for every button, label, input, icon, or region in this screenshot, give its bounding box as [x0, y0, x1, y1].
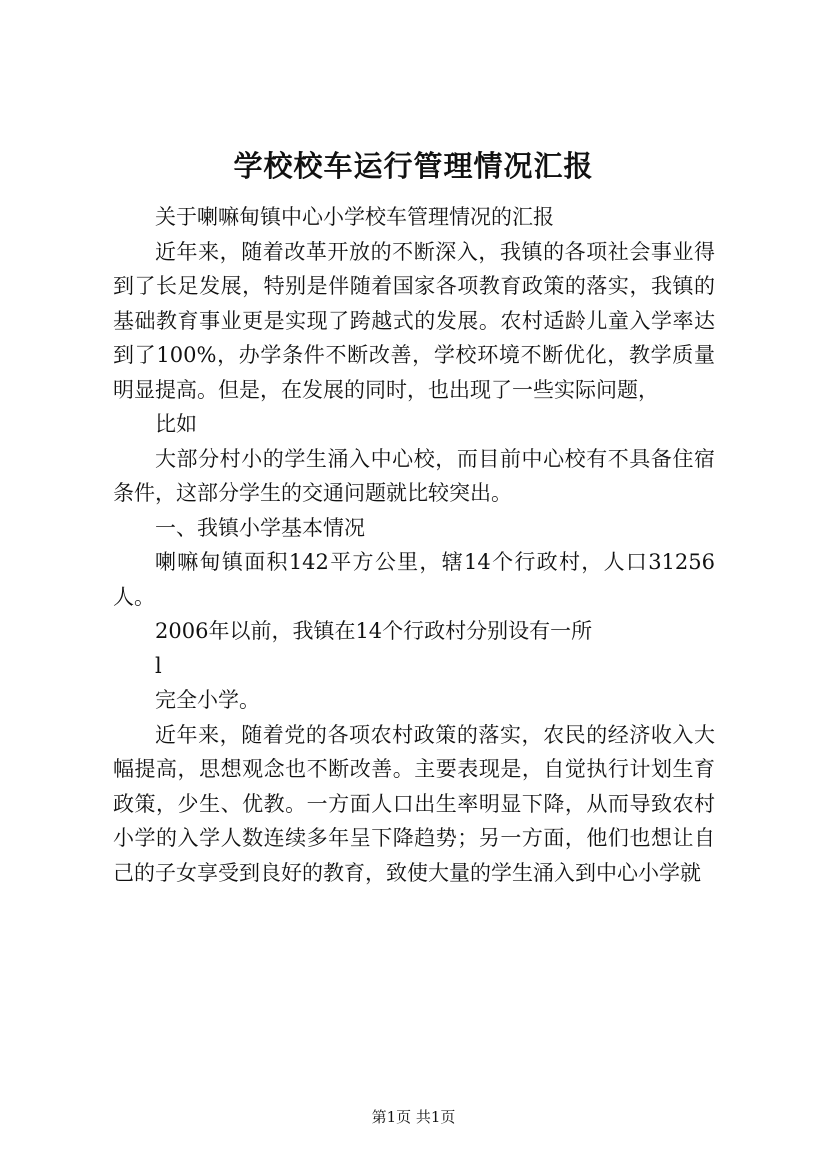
paragraph: 一、我镇小学基本情况	[155, 515, 365, 540]
paragraph: 大部分村小的学生涌入中心校，而目前中心校有不具备住宿条件，这部分学生的交通问题就比较突出。	[113, 446, 715, 505]
document-title: 学校校车运行管理情况汇报	[233, 149, 594, 183]
page-footer: 第1页 共1页	[371, 1108, 456, 1126]
paragraph: 比如	[155, 412, 197, 436]
paragraph: 关于喇嘛甸镇中心小学校车管理情况的汇报	[155, 205, 554, 229]
paragraph: 2006年以前，我镇在14个行政村分别设有一所	[155, 619, 593, 643]
paragraph: 喇嘛甸镇面积142平方公里，辖14个行政村，人口31256人。	[113, 550, 715, 609]
paragraph: l	[155, 653, 162, 678]
document-body	[113, 200, 715, 890]
paragraph: 完全小学。	[155, 688, 260, 712]
paragraph: 近年来，随着党的各项农村政策的落实，农民的经济收入大幅提高，思想观念也不断改善。主要表现是，自觉执行计划生育政策，少生、优教。一方面人口出生率明显下降，从而导致农村小学的入学人数连续多年呈下降趋势；另一方面，他们也想让自己的子女享受到良好的教育，致使大量的学生涌入到中心小学就	[113, 722, 715, 885]
paragraph: 近年来，随着改革开放的不断深入，我镇的各项社会事业得到了长足发展，特别是伴随着国家各项教育政策的落实，我镇的基础教育事业更是实现了跨越式的发展。农村适龄儿童入学率达到了100%，办学条件不断改善，学校环境不断优化，教学质量明显提高。但是，在发展的同时，也出现了一些实际问题，	[113, 239, 715, 402]
